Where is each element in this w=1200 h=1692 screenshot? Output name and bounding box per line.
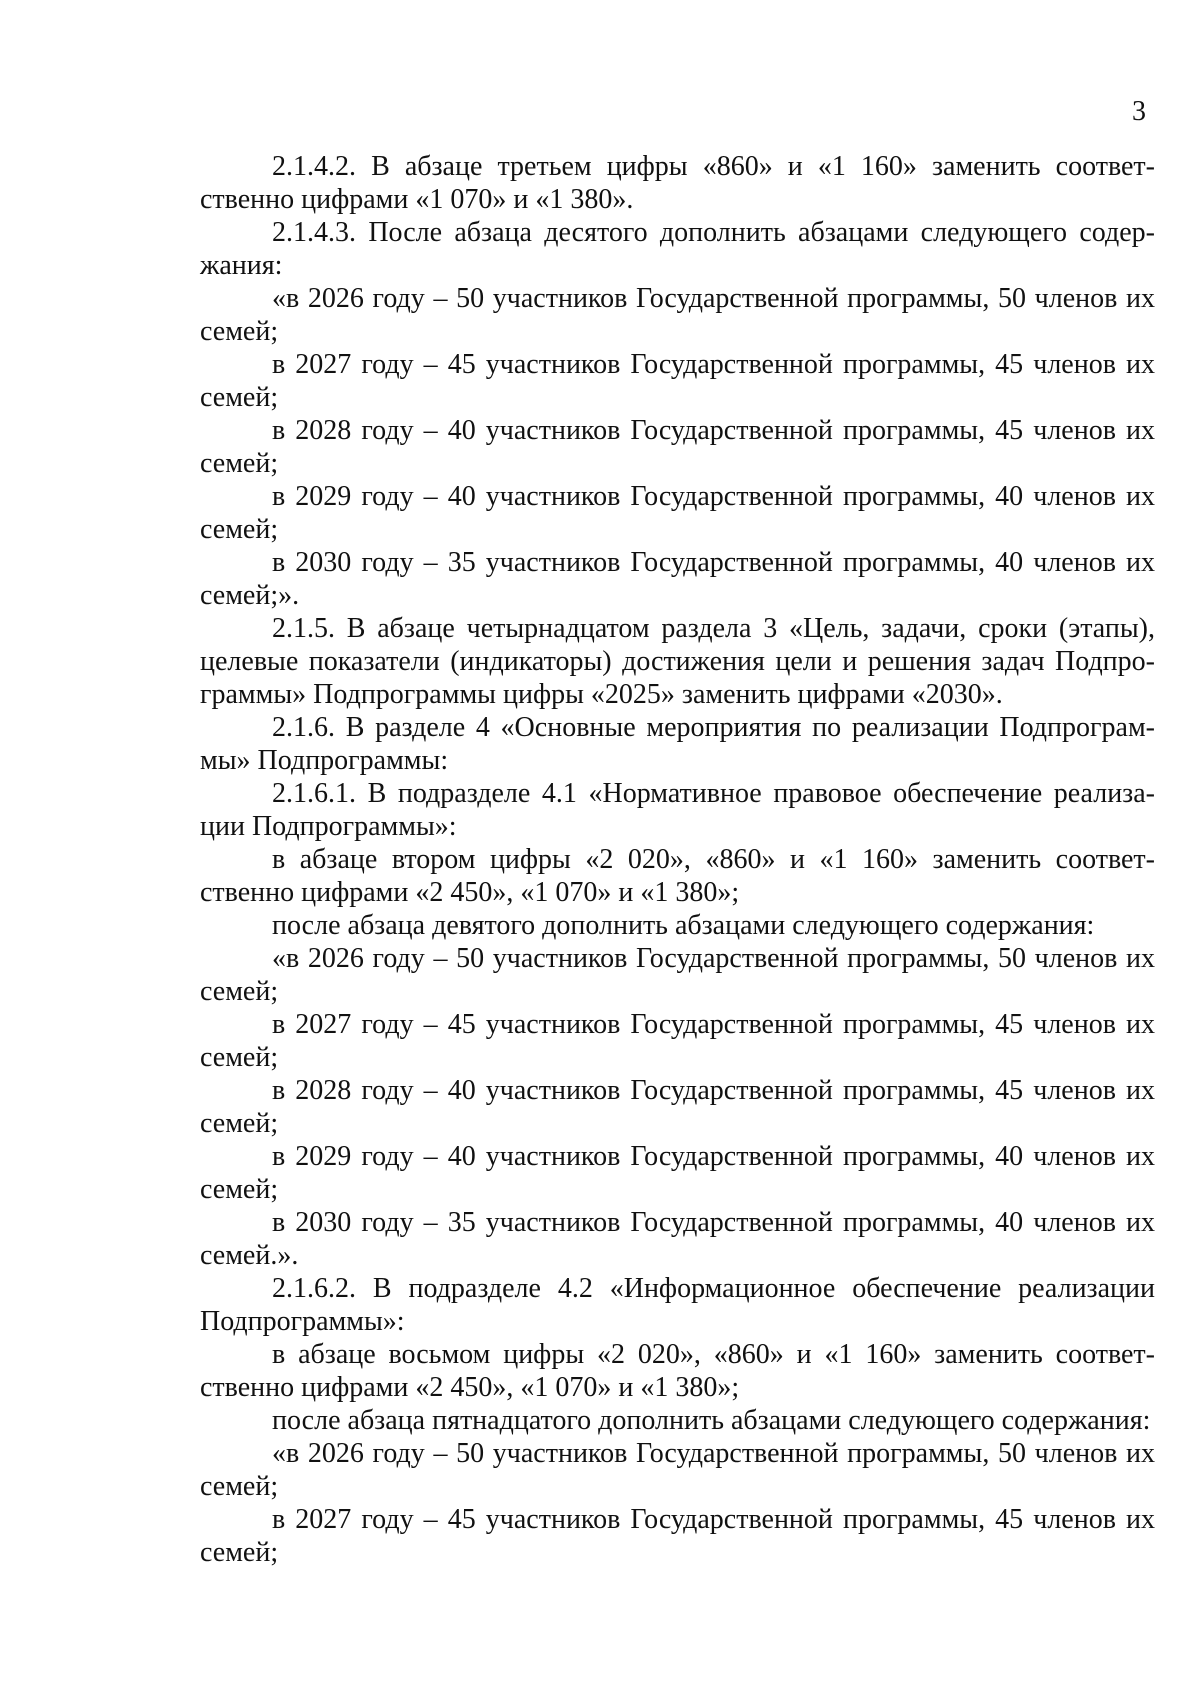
paragraph-2-1-4-3: 2.1.4.3. После абзаца десятого дополнить абзацами следующего содержания: — [200, 217, 1155, 281]
paragraph-2030-quota: в 2030 году – 35 участников Государственной программы, 40 членов их семей.». — [200, 1207, 1155, 1271]
paragraph-eighth-abzac: в абзаце восьмом цифры «2 020», «860» и «1 160» заменить соответственно цифрами «2 450», «1 070» и «1 380»; — [200, 1339, 1155, 1403]
paragraph-after-ninth: после абзаца девятого дополнить абзацами следующего содержания: — [272, 910, 1095, 941]
paragraph-2026-quota: «в 2026 году – 50 участников Государственной программы, 50 членов их семей; — [200, 283, 1155, 347]
paragraph-2027-quota: в 2027 году – 45 участников Государственной программы, 45 членов их семей; — [200, 1504, 1155, 1568]
paragraph-after-fifteenth: после абзаца пятнадцатого дополнить абзацами следующего содержания: — [272, 1405, 1151, 1436]
paragraph-2-1-5: 2.1.5. В абзаце четырнадцатом раздела 3 «Цель, задачи, сроки (этапы), целевые показатели (индикаторы) достижения цели и решения задач Подпрограммы» Подпрограммы цифры «2025» заменить цифрами «2030». — [200, 613, 1155, 710]
paragraph-2-1-6: 2.1.6. В разделе 4 «Основные мероприятия по реализации Подпрограммы» Подпрограммы: — [200, 712, 1155, 776]
paragraph-2-1-4-2: 2.1.4.2. В абзаце третьем цифры «860» и «1 160» заменить соответственно цифрами «1 070» и «1 380». — [200, 151, 1155, 215]
paragraph-second-abzac: в абзаце втором цифры «2 020», «860» и «1 160» заменить соответственно цифрами «2 450», «1 070» и «1 380»; — [200, 844, 1155, 908]
paragraph-2027-quota: в 2027 году – 45 участников Государственной программы, 45 членов их семей; — [200, 349, 1155, 413]
document-body — [200, 150, 1155, 1569]
paragraph-2027-quota: в 2027 году – 45 участников Государственной программы, 45 членов их семей; — [200, 1009, 1155, 1073]
paragraph-2026-quota: «в 2026 году – 50 участников Государственной программы, 50 членов их семей; — [200, 1438, 1155, 1502]
paragraph-2029-quota: в 2029 году – 40 участников Государственной программы, 40 членов их семей; — [200, 1141, 1155, 1205]
paragraph-2028-quota: в 2028 году – 40 участников Государственной программы, 45 членов их семей; — [200, 1075, 1155, 1139]
page-number: 3 — [1132, 96, 1146, 127]
paragraph-2029-quota: в 2029 году – 40 участников Государственной программы, 40 членов их семей; — [200, 481, 1155, 545]
paragraph-2030-quota: в 2030 году – 35 участников Государственной программы, 40 членов их семей;». — [200, 547, 1155, 611]
paragraph-2026-quota: «в 2026 году – 50 участников Государственной программы, 50 членов их семей; — [200, 943, 1155, 1007]
paragraph-2-1-6-1: 2.1.6.1. В подразделе 4.1 «Нормативное правовое обеспечение реализации Подпрограммы»: — [200, 778, 1155, 842]
paragraph-2028-quota: в 2028 году – 40 участников Государственной программы, 45 членов их семей; — [200, 415, 1155, 479]
paragraph-2-1-6-2: 2.1.6.2. В подразделе 4.2 «Информационное обеспечение реализации Подпрограммы»: — [200, 1273, 1155, 1337]
